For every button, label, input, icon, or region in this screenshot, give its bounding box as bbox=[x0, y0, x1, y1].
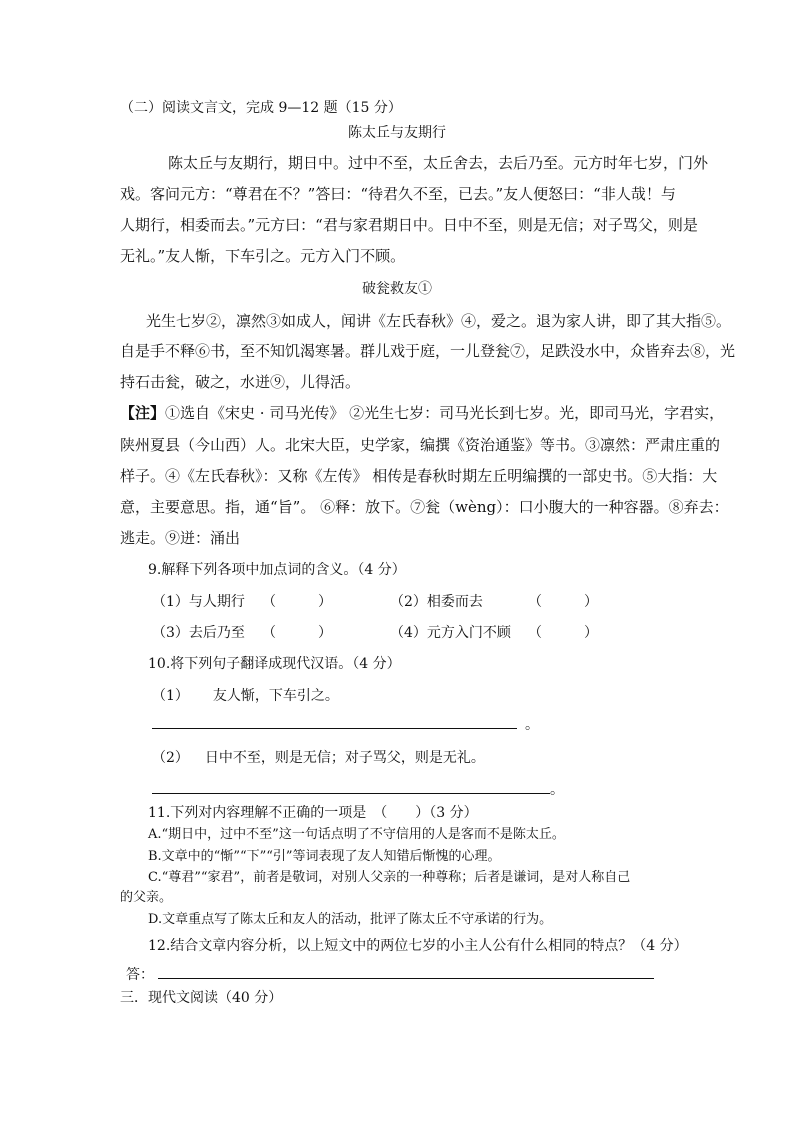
passage1-line: 人期行，相委而去。”元方曰：“君与家君期日中。日中不至，则是无信；对子骂父，则是 bbox=[120, 216, 698, 234]
answer-blank[interactable] bbox=[152, 716, 517, 729]
q11-option-d: D.文章重点写了陈太丘和友人的活动，批评了陈太丘不守承诺的行为。 bbox=[148, 912, 553, 927]
q12-stem: 12.结合文章内容分析，以上短文中的两位七岁的小主人公有什么相同的特点？（4 分） bbox=[148, 938, 688, 954]
passage1-line: 陈太丘与友期行，期日中。过中不至，太丘舍去，去后乃至。元方时年七岁，门外 bbox=[168, 154, 709, 172]
q10-number: （2） bbox=[152, 750, 189, 766]
q9-item-bracket[interactable]: （ ） bbox=[528, 594, 598, 610]
q11-option-a: A.“期日中，过中不至”这一句话点明了不守信用的人是客而不是陈太丘。 bbox=[148, 827, 565, 842]
q10-number: （1） bbox=[152, 688, 189, 704]
q11-option-c-cont: 的父亲。 bbox=[120, 890, 173, 905]
notes-line bbox=[120, 406, 724, 421]
q12-answer-row bbox=[126, 966, 654, 982]
q9-item-bracket[interactable]: （ ） bbox=[262, 594, 332, 610]
q10-sentence-2 bbox=[152, 751, 485, 765]
q9-item-bracket[interactable]: （ ） bbox=[528, 625, 598, 641]
q11-stem: 11.下列对内容理解不正确的一项是 （ ）（3 分） bbox=[148, 805, 478, 821]
passage1-line: 戏。客问元方：“尊君在不？”答曰：“待君久不至，已去。”友人便怒曰：“非人哉！与 bbox=[120, 185, 676, 203]
notes-line: 逃走。⑨迸：涌出 bbox=[120, 529, 241, 547]
q12-answer-label: 答： bbox=[126, 967, 154, 983]
q9-item-label: （3）去后乃至 bbox=[152, 625, 245, 641]
notes-label: 【注】 bbox=[120, 404, 166, 422]
answer-blank[interactable] bbox=[158, 966, 654, 979]
q10-text: 日中不至，则是无信；对子骂父，则是无礼。 bbox=[204, 750, 485, 766]
q10-end-mark: 。 bbox=[550, 782, 564, 798]
q9-item-label: （2）相委而去 bbox=[390, 594, 483, 610]
passage2-line: 自是手不释⑥书，至不知饥渴寒暑。群儿戏于庭，一儿登瓮⑦，足跌没水中，众皆弃去⑧，光 bbox=[120, 342, 736, 360]
q11-option-b: B.文章中的“惭”“下”“引”等词表现了友人知错后惭愧的心理。 bbox=[148, 849, 501, 864]
q9-item-label: （4）元方入门不顾 bbox=[390, 625, 511, 641]
q9-item-bracket[interactable]: （ ） bbox=[262, 625, 332, 641]
notes-line: 意，主要意思。指，通“旨”。 ⑥释：放下。⑦瓮（wèng）：口小腹大的一种容器。⑧弃去： bbox=[120, 498, 729, 516]
q11-option-c: C.“尊君”“家君”，前者是敬词，对别人父亲的一种尊称；后者是谦词，是对人称自己 bbox=[148, 870, 631, 885]
answer-blank[interactable] bbox=[152, 781, 550, 794]
notes-text: ①选自《宋史 · 司马光传》 ②光生七岁：司马光长到七岁。光，即司马光，字君实， bbox=[165, 404, 725, 422]
notes-line: 样子。④《左氏春秋》：又称《左传》 相传是春秋时期左丘明编撰的一部史书。⑤大指：大 bbox=[120, 467, 718, 485]
q10-answer-line-2[interactable] bbox=[152, 781, 564, 797]
q10-answer-line-1[interactable] bbox=[152, 716, 539, 732]
q9-item-label: （1）与人期行 bbox=[152, 594, 245, 610]
passage2-line: 持石击瓮，破之，水迸⑨，儿得活。 bbox=[120, 373, 361, 391]
q10-sentence-1 bbox=[152, 689, 339, 703]
q10-text: 友人惭，下车引之。 bbox=[212, 688, 339, 704]
section-header: （二）阅读文言文，完成 9—12 题（15 分） bbox=[120, 100, 402, 116]
passage1-line: 无礼。”友人惭，下车引之。元方入门不顾。 bbox=[120, 247, 406, 265]
passage2-title: 破瓮救友① bbox=[362, 281, 432, 297]
section-3-header: 三．现代文阅读（40 分） bbox=[120, 990, 283, 1006]
passage2-line: 光生七岁②，凛然③如成人，闻讲《左氏春秋》④，爱之。退为家人讲，即了其大指⑤。 bbox=[146, 312, 732, 330]
q9-stem: 9.解释下列各项中加点词的含义。（4 分） bbox=[148, 562, 406, 578]
q10-stem: 10.将下列句子翻译成现代汉语。（4 分） bbox=[148, 656, 401, 672]
q10-end-mark: 。 bbox=[525, 717, 539, 733]
notes-line: 陕州夏县（今山西）人。北宋大臣，史学家，编撰《资治通鉴》等书。③凛然：严肃庄重的 bbox=[120, 436, 721, 454]
passage1-title: 陈太丘与友期行 bbox=[348, 125, 446, 141]
